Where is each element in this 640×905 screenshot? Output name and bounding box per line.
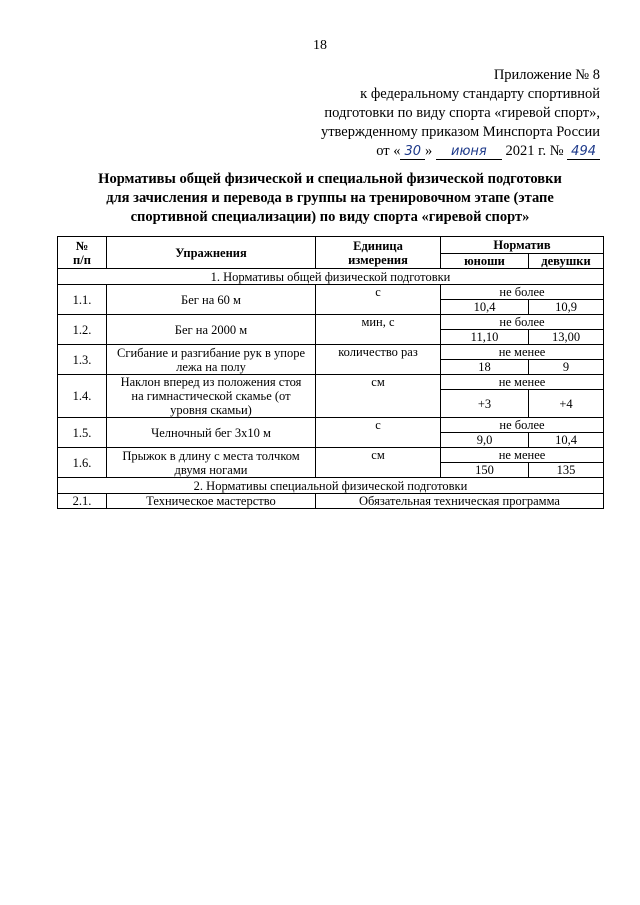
header-girls: девушки [529,254,604,269]
value-boys: 18 [441,360,529,375]
row-unit: см [316,375,441,418]
title-line: для зачисления и перевода в группы на тренировочном этапе (этапе [106,190,554,206]
row-value: Обязательная техническая программа [316,494,604,509]
value-boys: +3 [441,390,529,418]
header-boys: юноши [441,254,529,269]
table-row [58,418,604,433]
document-title [60,170,600,227]
title-line: спортивной специализации) по виду спорта «гиревой спорт» [130,209,530,225]
row-unit: количество раз [316,345,441,375]
table-row [58,448,604,463]
header-unit: Единица измерения [316,237,441,269]
row-num: 1.2. [58,315,107,345]
appendix-line: утвержденному приказом Минспорта России [320,124,600,140]
value-girls: 10,9 [529,300,604,315]
value-girls: +4 [529,390,604,418]
row-exercise: Наклон вперед из положения стоя на гимнастической скамье (от уровня скамьи) [107,375,316,418]
row-num: 1.6. [58,448,107,478]
table-row [58,285,604,300]
value-boys: 9,0 [441,433,529,448]
row-exercise: Бег на 60 м [107,285,316,315]
title-line: Нормативы общей физической и специальной физической подготовки [98,171,562,187]
row-num: 1.1. [58,285,107,315]
date-prefix: от « [376,143,401,159]
section-title: 2. Нормативы специальной физической подготовки [58,478,604,494]
row-exercise: Челночный бег 3х10 м [107,418,316,448]
header-norm: Норматив [441,237,604,254]
order-date-line [300,142,600,161]
value-boys: 150 [441,463,529,478]
year-text: 2021 г. № [505,143,564,159]
value-girls: 13,00 [529,330,604,345]
row-unit: с [316,418,441,448]
row-num: 1.5. [58,418,107,448]
appendix-header [300,66,600,161]
page-number: 18 [313,38,327,53]
table-row [58,494,604,509]
table-row [58,375,604,390]
table-header-row [58,237,604,254]
value-girls: 10,4 [529,433,604,448]
row-num: 1.4. [58,375,107,418]
row-condition: не менее [441,345,604,360]
row-condition: не более [441,418,604,433]
row-unit: с [316,285,441,315]
date-mid: » [425,143,433,159]
handwritten-order-number: 494 [567,144,600,160]
handwritten-day: 30 [400,144,425,160]
appendix-line: подготовки по виду спорта «гиревой спорт», [324,105,600,121]
row-exercise: Прыжок в длину с места толчком двумя ногами [107,448,316,478]
value-boys: 10,4 [441,300,529,315]
header-exercise: Упражнения [107,237,316,269]
header-num: № п/п [58,237,107,269]
row-unit: мин, с [316,315,441,345]
table-row [58,345,604,360]
row-condition: не более [441,315,604,330]
norms-table [57,236,604,509]
section-row [58,269,604,285]
section-title: 1. Нормативы общей физической подготовки [58,269,604,285]
row-num: 2.1. [58,494,107,509]
appendix-title: Приложение № 8 [493,67,600,83]
row-condition: не более [441,285,604,300]
row-exercise: Сгибание и разгибание рук в упоре лежа на полу [107,345,316,375]
section-row [58,478,604,494]
row-exercise: Техническое мастерство [107,494,316,509]
value-girls: 135 [529,463,604,478]
value-girls: 9 [529,360,604,375]
handwritten-month: июня [436,144,502,160]
appendix-line: к федеральному стандарту спортивной [360,86,600,102]
row-unit: см [316,448,441,478]
row-exercise: Бег на 2000 м [107,315,316,345]
row-condition: не менее [441,375,604,390]
row-condition: не менее [441,448,604,463]
value-boys: 11,10 [441,330,529,345]
table-row [58,315,604,330]
row-num: 1.3. [58,345,107,375]
